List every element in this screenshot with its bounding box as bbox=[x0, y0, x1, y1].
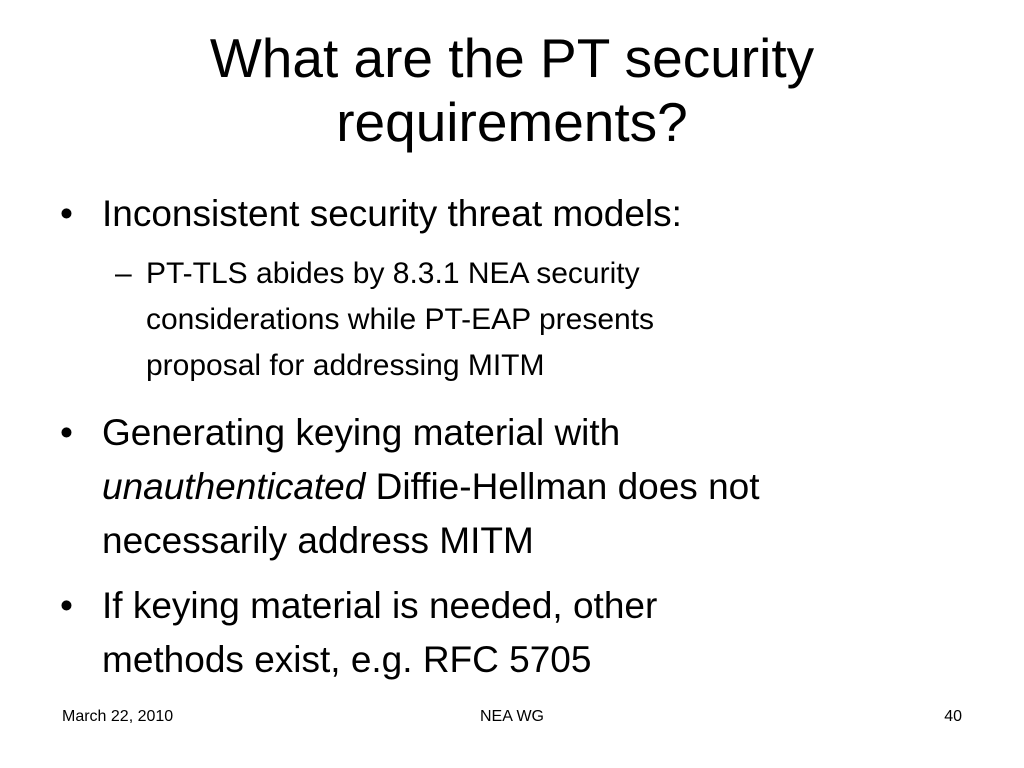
sub-bullet-pt-tls bbox=[115, 251, 855, 389]
slide-title-line-1: What are the PT security bbox=[209, 27, 815, 89]
footer-page-number: 40 bbox=[944, 708, 962, 725]
bullet-text: Inconsistent security threat models: bbox=[102, 193, 682, 234]
footer-date: March 22, 2010 bbox=[62, 708, 174, 725]
bullet-other-methods bbox=[60, 579, 960, 687]
slide-title-line-2: requirements? bbox=[336, 91, 688, 153]
bullet-line-1: Generating keying material with bbox=[102, 412, 621, 453]
sub-bullet-line-2: considerations while PT-EAP presents bbox=[146, 303, 655, 336]
bullet-line-3: necessarily address MITM bbox=[102, 520, 534, 561]
sub-bullet-text bbox=[146, 251, 855, 389]
sub-bullet-line-1: PT-TLS abides by 8.3.1 NEA security bbox=[146, 257, 640, 290]
bullet-line-1: If keying material is needed, other bbox=[102, 585, 658, 626]
bullet-line-2-rest: Diffie-Hellman does not bbox=[365, 466, 760, 507]
sub-bullet-line-3: proposal for addressing MITM bbox=[146, 349, 545, 382]
bullet-threat-models bbox=[60, 187, 960, 241]
bullet-line-2: methods exist, e.g. RFC 5705 bbox=[102, 639, 592, 680]
slide-title bbox=[80, 26, 944, 154]
bullet-text bbox=[102, 579, 960, 687]
bullet-marker: • bbox=[60, 412, 73, 453]
emphasized-word: unauthenticated bbox=[102, 466, 366, 507]
bullet-marker: • bbox=[60, 585, 73, 626]
bullet-text bbox=[102, 406, 960, 568]
footer-title: NEA WG bbox=[479, 708, 544, 725]
sub-bullet-marker: – bbox=[115, 257, 132, 290]
bullet-keying-material bbox=[60, 406, 960, 568]
bullet-marker: • bbox=[60, 193, 73, 234]
